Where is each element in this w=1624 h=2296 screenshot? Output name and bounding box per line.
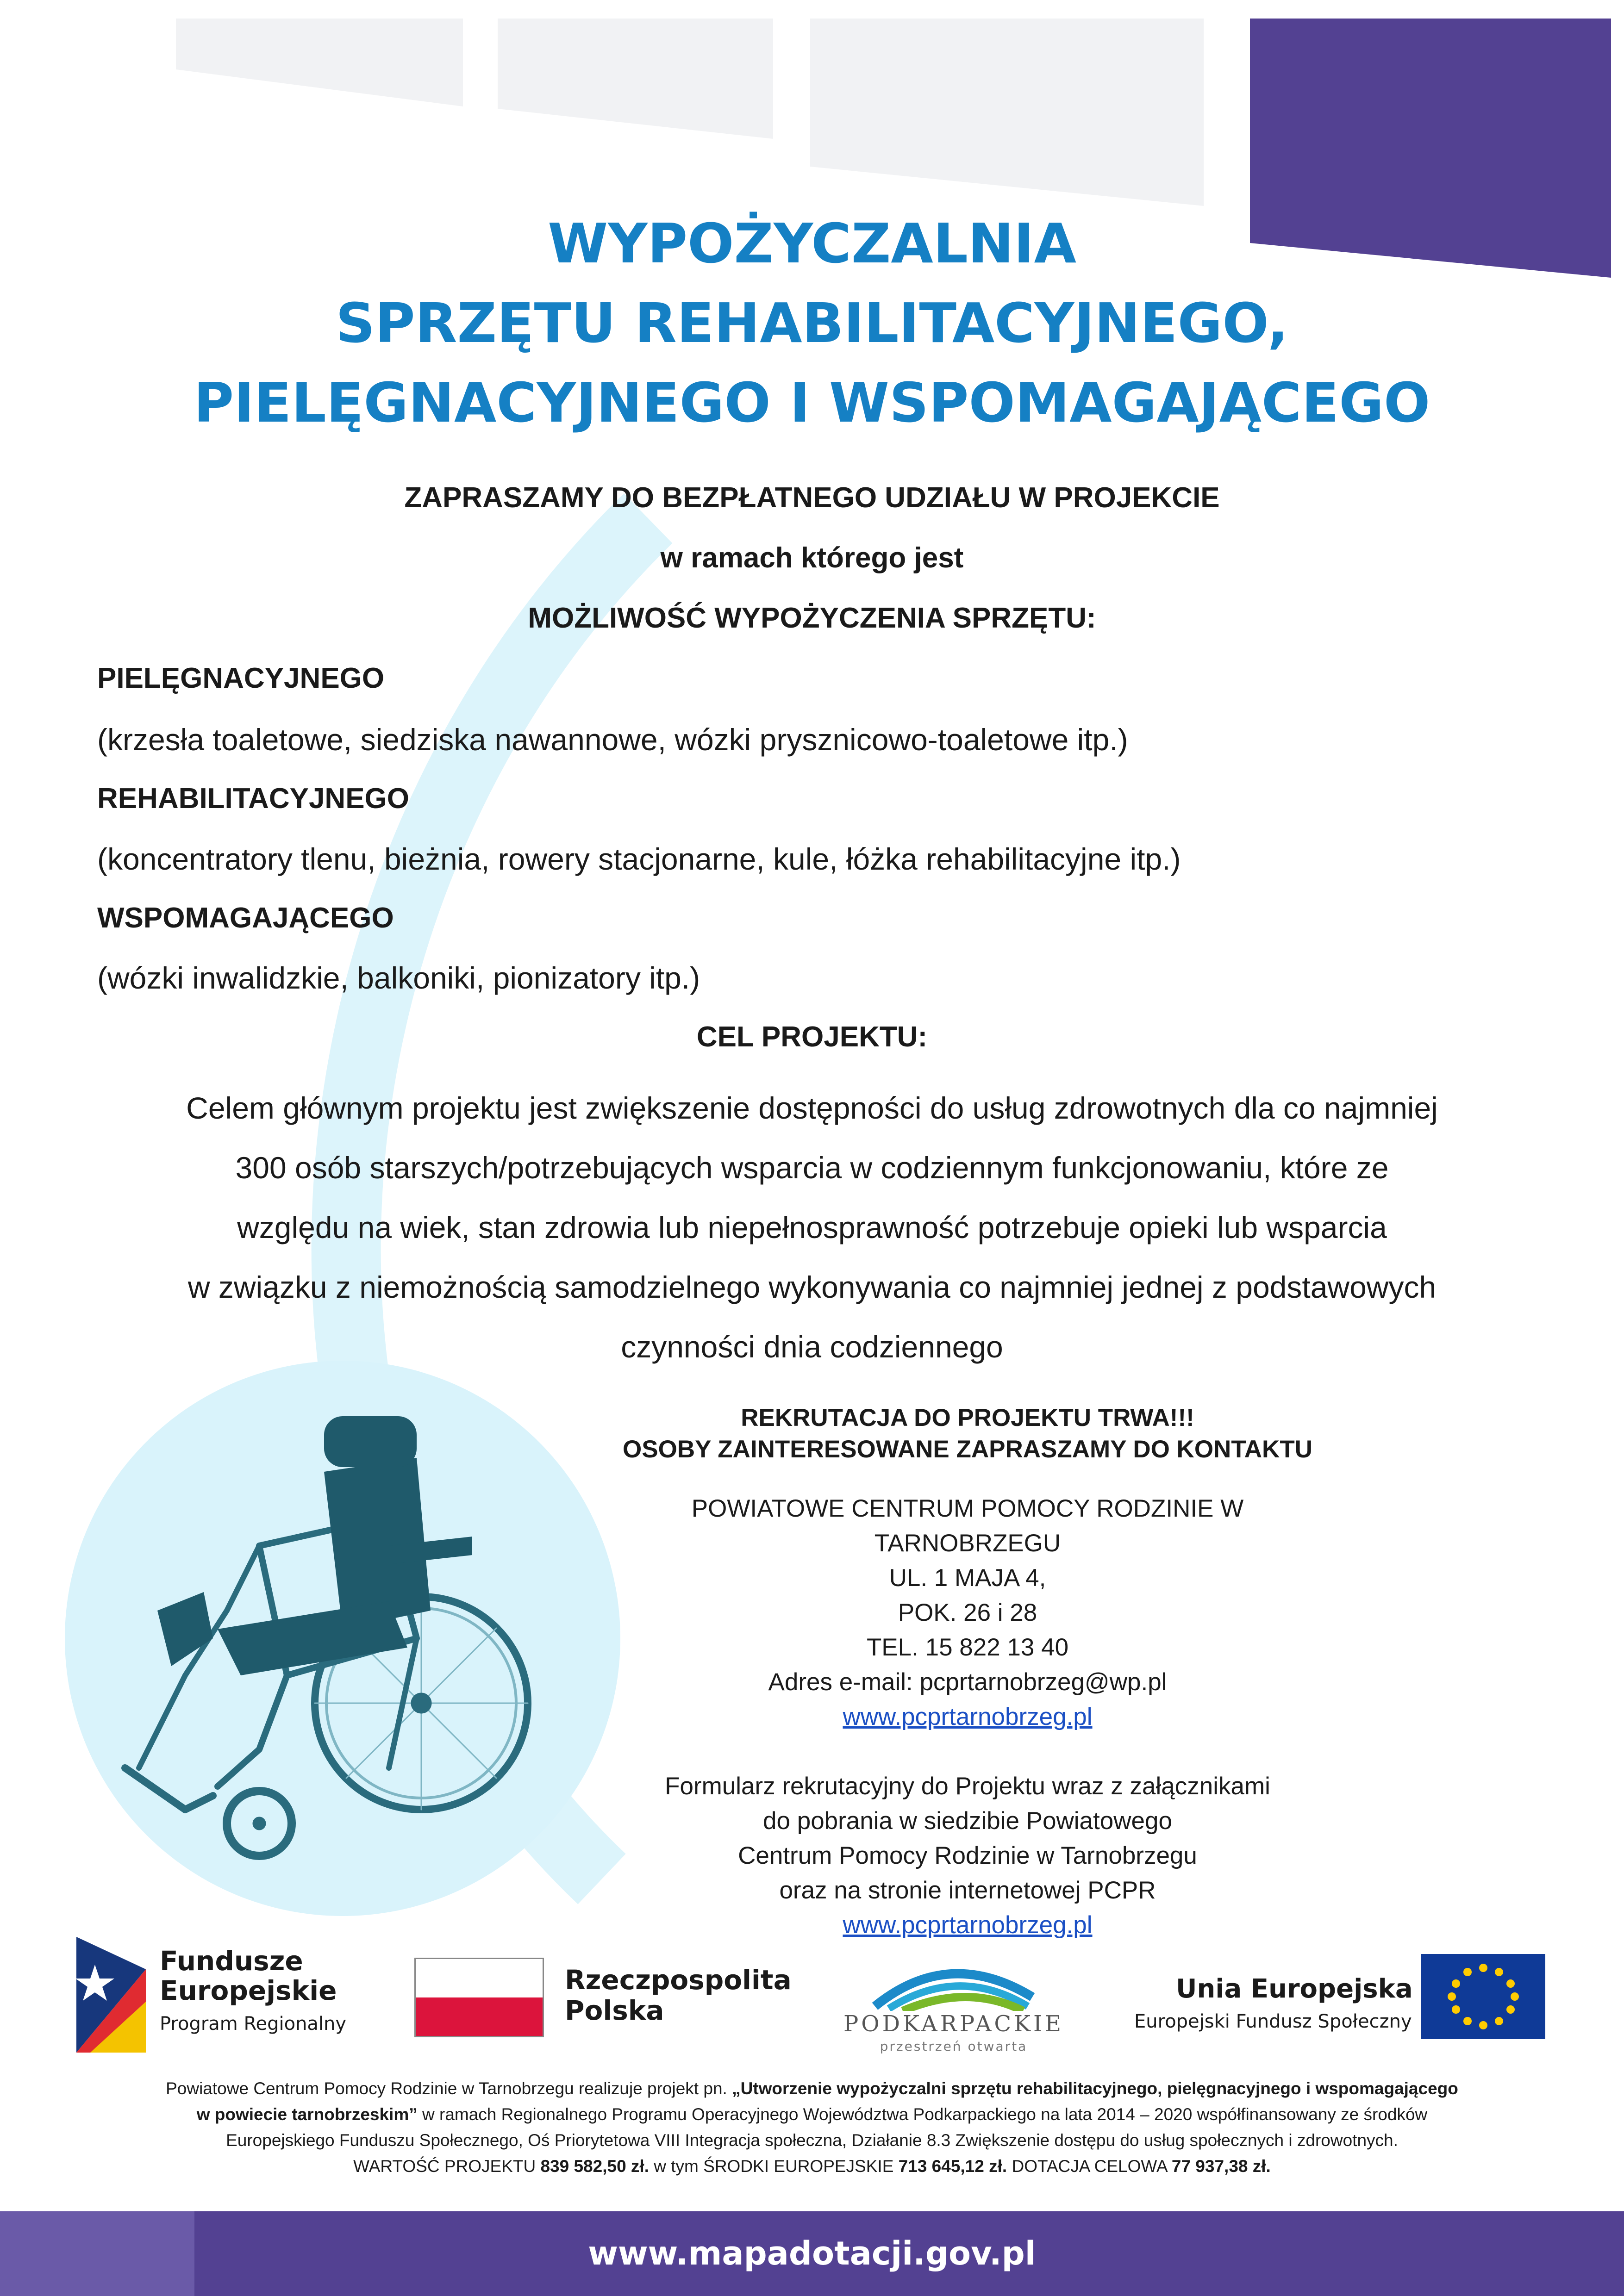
polish-flag xyxy=(414,1958,544,2037)
funding-line-3: Europejskiego Funduszu Społecznego, Oś Priorytetowa VIII Integracja społeczna, Działanie 8.3 Zwiększenie dostępu do usług społecznych i zdrowotnych. xyxy=(226,2131,1398,2150)
fe-line-2: Europejskie xyxy=(160,1975,337,2006)
website-link-2[interactable]: www.pcprtarnobrzeg.pl xyxy=(843,1911,1093,1939)
phone-number: TEL. 15 822 13 40 xyxy=(866,1634,1069,1661)
goal-line-1: Celem głównym projektu jest zwiększenie dostępności do usług zdrowotnych dla co najmniej xyxy=(186,1091,1438,1125)
wheelchair-image xyxy=(65,1351,620,1925)
goal-line-2: 300 osób starszych/potrzebujących wsparcia w codziennym funkcjonowaniu, które ze xyxy=(235,1151,1389,1185)
form-line-3: Centrum Pomocy Rodzinie w Tarnobrzegu xyxy=(738,1842,1197,1869)
goal-line-3: względu na wiek, stan zdrowia lub niepełnosprawność potrzebuje opieki lub wsparcia xyxy=(237,1210,1387,1244)
website-link[interactable]: www.pcprtarnobrzeg.pl xyxy=(843,1703,1093,1730)
form-line-4: oraz na stronie internetowej PCPR xyxy=(779,1877,1156,1904)
category-name-1: PIELĘGNACYJNEGO xyxy=(97,662,385,694)
form-line-2: do pobrania w siedzibie Powiatowego xyxy=(763,1807,1172,1835)
fundusze-europejskie-logo xyxy=(76,1937,150,2053)
goal-paragraph xyxy=(0,1078,1624,1377)
rp-logo-text xyxy=(565,1965,792,2026)
fe-line-3: Program Regionalny xyxy=(160,2013,347,2035)
funding-info xyxy=(0,2076,1624,2179)
category-examples-2: (koncentratory tlenu, bieżnia, rowery stacjonarne, kule, łóżka rehabilitacyjne itp.) xyxy=(97,842,1181,876)
street-address: UL. 1 MAJA 4, xyxy=(889,1564,1046,1592)
podkarpackie-logo-mark xyxy=(870,1955,1037,2011)
bottom-bar xyxy=(0,2211,1624,2296)
within-text: w ramach którego jest xyxy=(660,542,964,574)
funding-line-4: WARTOŚĆ PROJEKTU 839 582,50 zł. w tym ŚRODKI EUROPEJSKIE 713 645,12 zł. DOTACJA CELOWA 77 937,38 zł. xyxy=(353,2157,1271,2176)
goal-line-4: w związku z niemożnością samodzielnego wykonywania co najmniej jednej z podstawowych xyxy=(187,1270,1437,1304)
fe-line-1: Fundusze xyxy=(160,1945,303,1977)
goal-line-5: czynności dnia codziennego xyxy=(621,1330,1003,1364)
title-line-3: PIELĘGNACYJNEGO I WSPOMAGAJĄCEGO xyxy=(194,371,1430,435)
recruitment-text: REKRUTACJA DO PROJEKTU TRWA!!! xyxy=(741,1404,1194,1431)
form-line-1: Formularz rekrutacyjny do Projektu wraz z załącznikami xyxy=(665,1773,1270,1800)
goal-heading: CEL PROJEKTU: xyxy=(696,1021,928,1053)
poster-title xyxy=(0,204,1624,442)
category-examples-1: (krzesła toaletowe, siedziska nawannowe, wózki prysznicowo-toaletowe itp.) xyxy=(97,722,1128,757)
funding-line-1: Powiatowe Centrum Pomocy Rodzinie w Tarnobrzegu realizuje projekt pn. „Utworzenie wypożyczalni sprzętu rehabilitacyjnego, pielęgnacyjnego i wspomagającego xyxy=(166,2079,1458,2098)
contact-block xyxy=(597,1402,1338,1942)
possibility-heading: MOŻLIWOŚĆ WYPOŻYCZENIA SPRZĘTU: xyxy=(528,602,1096,634)
invite-heading: ZAPRASZAMY DO BEZPŁATNEGO UDZIAŁU W PROJEKCIE xyxy=(404,482,1220,514)
contact-invite-text: OSOBY ZAINTERESOWANE ZAPRASZAMY DO KONTAKTU xyxy=(623,1436,1312,1463)
title-line-2: SPRZĘTU REHABILITACYJNEGO, xyxy=(336,291,1288,355)
title-line-1: WYPOŻYCZALNIA xyxy=(548,212,1076,275)
email-address: Adres e-mail: pcprtarnobrzeg@wp.pl xyxy=(768,1668,1167,1696)
podkarpackie-tagline: przestrzeń otwarta xyxy=(880,2039,1028,2054)
ue-line-1: Unia Europejska xyxy=(1176,1974,1413,2004)
category-name-2: REHABILITACYJNEGO xyxy=(97,783,410,815)
ue-line-2: Europejski Fundusz Społeczny xyxy=(1134,2011,1412,2032)
category-examples-3: (wózki inwalidzkie, balkoniki, pionizatory itp.) xyxy=(97,961,700,995)
room-number: POK. 26 i 28 xyxy=(898,1599,1037,1626)
rp-line-2: Polska xyxy=(565,1995,664,2026)
category-name-3: WSPOMAGAJĄCEGO xyxy=(97,902,394,934)
rp-line-1: Rzeczpospolita xyxy=(565,1964,792,1996)
podkarpackie-name: PODKARPACKIE xyxy=(843,2011,1064,2037)
eu-flag-icon xyxy=(1421,1954,1545,2039)
fe-logo-text xyxy=(160,1946,337,2005)
mapadotacji-link[interactable]: www.mapadotacji.gov.pl xyxy=(588,2234,1036,2272)
org-name: POWIATOWE CENTRUM POMOCY RODZINIE W TARNOBRZEGU xyxy=(691,1495,1244,1557)
funding-line-2: w powiecie tarnobrzeskim” w ramach Regionalnego Programu Operacyjnego Województwa Podkarpackiego na lata 2014 – 2020 współfinansowany ze środków xyxy=(196,2105,1428,2124)
